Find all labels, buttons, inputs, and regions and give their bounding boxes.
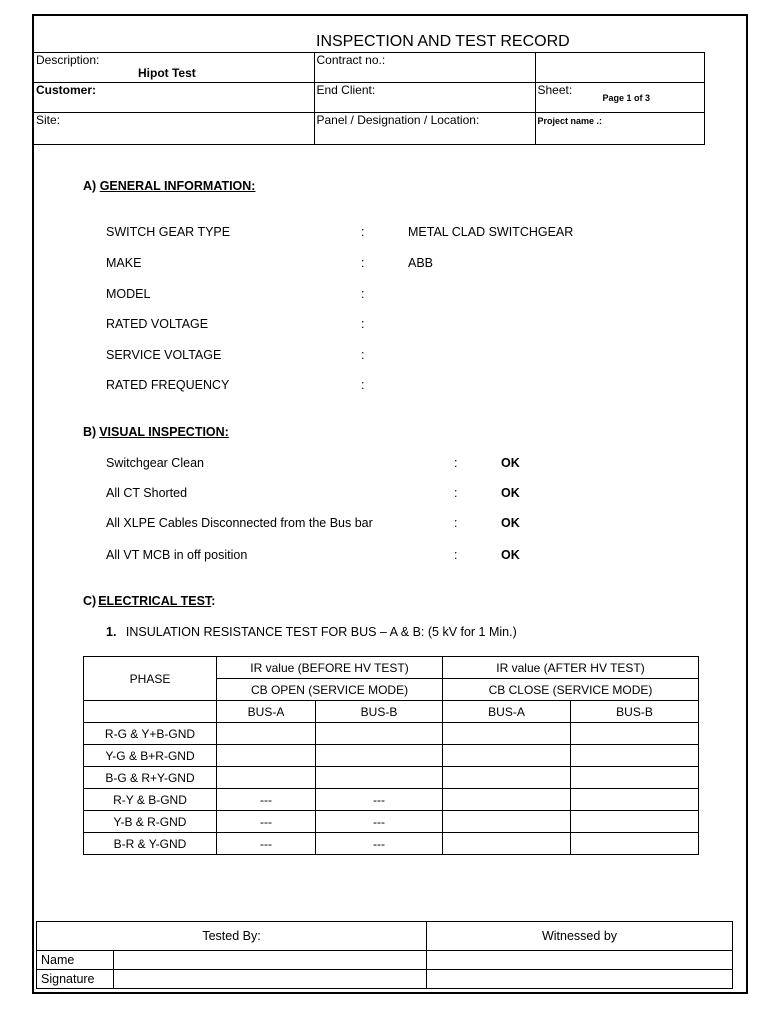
general-info-colon: : [361,225,365,239]
visual-inspection-colon: : [454,486,458,500]
phase-cell: R-Y & B-GND [84,789,217,811]
bus-b-header: BUS-B [316,701,443,723]
visual-inspection-label: All XLPE Cables Disconnected from the Bus bar [106,516,373,530]
section-c-colon: : [211,594,216,608]
ir-value-cell [443,811,571,833]
phase-cell: Y-B & R-GND [84,811,217,833]
ir-value-cell: --- [217,811,316,833]
table-row [84,723,699,745]
sheet-cell [535,83,704,113]
ir-value-cell [571,723,699,745]
section-a-title: GENERAL INFORMATION: [99,179,256,193]
visual-inspection-label: All VT MCB in off position [106,548,248,562]
general-info-label: MODEL [106,287,151,301]
ir-value-cell: --- [316,789,443,811]
section-b-title: VISUAL INSPECTION: [99,425,229,439]
before-mode-header: CB OPEN (SERVICE MODE) [217,679,443,701]
bus-b-header: BUS-B [571,701,699,723]
general-info-label: SWITCH GEAR TYPE [106,225,231,239]
ir-value-cell [217,745,316,767]
general-info-colon: : [361,256,365,270]
ir-value-cell: --- [316,811,443,833]
tested-by-header: Tested By: [37,922,427,951]
page-title: INSPECTION AND TEST RECORD [316,33,570,50]
phase-cell: B-R & Y-GND [84,833,217,855]
description-value: Hipot Test [138,66,196,80]
ir-value-cell: --- [217,789,316,811]
test-item-heading [106,625,517,639]
table-row [84,811,699,833]
section-b-heading [83,425,229,439]
general-info-colon: : [361,287,365,301]
visual-inspection-colon: : [454,516,458,530]
before-hv-header: IR value (BEFORE HV TEST) [217,657,443,679]
ir-value-cell [443,833,571,855]
visual-inspection-result: OK [501,548,520,562]
project-cell [535,113,704,145]
contract-value-cell [535,53,704,83]
description-label: Description: [36,53,100,67]
general-info-label: SERVICE VOLTAGE [106,348,222,362]
ir-value-cell [443,723,571,745]
general-info-colon: : [361,378,365,392]
ir-value-cell [571,811,699,833]
visual-inspection-result: OK [501,456,520,470]
ir-value-cell [443,745,571,767]
project-label: Project name .: [537,116,603,126]
section-a-prefix: A) [83,179,97,193]
table-row [84,833,699,855]
end-client-label: End Client: [316,83,376,97]
table-row [84,745,699,767]
ir-value-cell [217,723,316,745]
signature-table [36,921,733,989]
general-info-label: MAKE [106,256,142,270]
witnessed-by-header: Witnessed by [427,922,733,951]
page-number: Page 1 of 3 [602,93,651,103]
ir-table [83,656,699,855]
table-row [84,789,699,811]
ir-value-cell [571,833,699,855]
ir-value-cell [571,745,699,767]
ir-value-cell [443,767,571,789]
contract-label: Contract no.: [316,53,386,67]
section-c-prefix: C) [83,594,97,608]
panel-label: Panel / Designation / Location: [316,113,480,127]
table-row [84,767,699,789]
general-info-colon: : [361,348,365,362]
section-b-prefix: B) [83,425,97,439]
ir-value-cell [316,745,443,767]
ir-value-cell [443,789,571,811]
name-label: Name [37,951,114,970]
header-table [34,52,705,145]
signature-label: Signature [37,970,114,989]
contract-cell [314,53,535,83]
ir-value-cell [316,723,443,745]
customer-cell [34,83,314,113]
bus-a-header: BUS-A [443,701,571,723]
general-info-value: ABB [408,256,434,270]
tested-by-signature-field[interactable] [114,970,427,989]
witnessed-by-name-field[interactable] [427,951,733,970]
phase-cell: R-G & Y+B-GND [84,723,217,745]
tested-by-name-field[interactable] [114,951,427,970]
general-info-label: RATED FREQUENCY [106,378,230,392]
phase-subheader-empty [84,701,217,723]
ir-value-cell [571,789,699,811]
site-cell [34,113,314,145]
section-c-title: ELECTRICAL TEST [98,594,212,608]
section-a-heading [83,179,255,193]
general-info-value: METAL CLAD SWITCHGEAR [408,225,574,239]
visual-inspection-label: Switchgear Clean [106,456,204,470]
end-client-cell [314,83,535,113]
site-label: Site: [36,113,61,127]
ir-value-cell: --- [217,833,316,855]
visual-inspection-label: All CT Shorted [106,486,188,500]
general-info-label: RATED VOLTAGE [106,317,209,331]
panel-cell [314,113,535,145]
phase-cell: B-G & R+Y-GND [84,767,217,789]
witnessed-by-signature-field[interactable] [427,970,733,989]
ir-value-cell [571,767,699,789]
test-item-number: 1. [106,625,117,639]
test-item-text: INSULATION RESISTANCE TEST FOR BUS – A & B: (5 kV for 1 Min.) [125,625,517,639]
after-hv-header: IR value (AFTER HV TEST) [443,657,699,679]
phase-cell: Y-G & B+R-GND [84,745,217,767]
visual-inspection-colon: : [454,548,458,562]
customer-label: Customer: [36,83,97,97]
visual-inspection-result: OK [501,486,520,500]
visual-inspection-colon: : [454,456,458,470]
sheet-label: Sheet: [537,83,573,97]
bus-a-header: BUS-A [217,701,316,723]
phase-header: PHASE [84,657,217,701]
section-c-heading [83,594,215,608]
ir-value-cell [316,767,443,789]
after-mode-header: CB CLOSE (SERVICE MODE) [443,679,699,701]
ir-value-cell [217,767,316,789]
ir-value-cell: --- [316,833,443,855]
description-cell [34,53,314,83]
visual-inspection-result: OK [501,516,520,530]
general-info-colon: : [361,317,365,331]
